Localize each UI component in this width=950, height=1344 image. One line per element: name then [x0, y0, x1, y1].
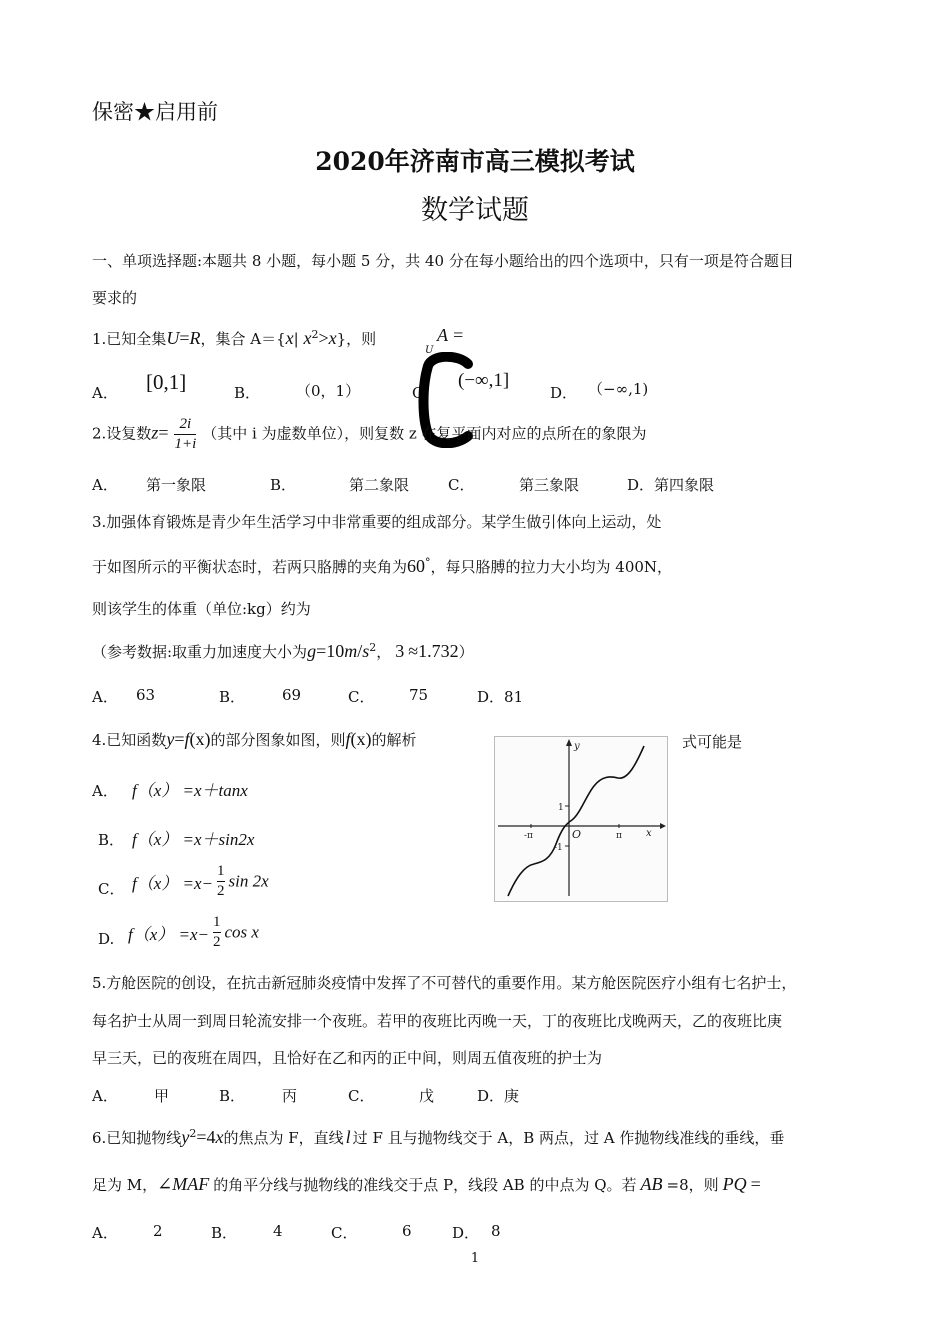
q3-option-a: 63	[136, 686, 156, 704]
q3-option-b: 69	[282, 686, 302, 704]
section-instruction-line1: 一、单项选择题:本题共 8 小题，每小题 5 分，共 40 分在每小题给出的四个选项中，只有一项是符合题目	[92, 252, 794, 270]
q4-option-c-label: C．	[98, 880, 125, 898]
q2-option-a-label: A．	[92, 476, 118, 494]
q5-option-a: 甲	[154, 1087, 170, 1105]
q5-option-c-label: C．	[348, 1087, 375, 1105]
q2-option-a: 第一象限	[146, 476, 207, 494]
q4-option-a-label: A．	[92, 782, 118, 800]
graph-one-label: 1	[558, 803, 564, 813]
graph-y-label: y	[574, 741, 580, 752]
question-4-stem-tail: 式可能是	[682, 733, 743, 751]
graph-neg-one-label: -1	[554, 843, 563, 853]
q5-option-b: 丙	[282, 1087, 298, 1105]
graph-origin-label: O	[572, 828, 582, 841]
question-2-stem: 2.设复数z= $\frac{2i}{1+i}$ （其中 i 为虚数单位），则复数 z 在复平面内对应的点所在的象限为	[92, 416, 647, 452]
q6-option-d: 8	[491, 1222, 501, 1240]
question-3-line1: 3.加强体育锻炼是青少年生活学习中非常重要的组成部分。某学生做引体向上运动，处	[92, 513, 662, 531]
graph-frame	[495, 737, 668, 902]
q1-option-d-label: D．	[550, 384, 578, 402]
question-6-line2: 足为 M，∠MAF 的角平分线与抛物线的准线交于点 P，线段 AB 的中点为 Q。若 AB =8，则 PQ =	[92, 1174, 761, 1194]
question-3-line2: 于如图所示的平衡状态时，若两只胳膊的夹角为60°，每只胳膊的拉力大小均为 400N，	[92, 556, 673, 576]
q1-option-b: （0，1）	[296, 382, 361, 400]
q2-option-c: 第三象限	[519, 476, 580, 494]
q1-option-a: [0,1]	[146, 370, 187, 394]
q4-option-b: f（x） =x＋sin2x	[132, 830, 255, 849]
page-number: 1	[470, 1251, 480, 1266]
question-3-reference: （参考数据:取重力加速度大小为$g=10m/s^2$， 3 ≈1.732）	[92, 641, 474, 661]
q3-option-d: D．81	[477, 688, 524, 706]
q3-option-b-label: B．	[219, 688, 246, 706]
question-3-line3: 则该学生的体重（单位:kg）约为	[92, 600, 311, 618]
q4-option-d-label: D.	[98, 930, 115, 948]
q3-option-a-label: A．	[92, 688, 118, 706]
q4-option-c: f（x） =x− $\frac{1}{2}$ sin 2x	[132, 863, 269, 899]
q6-option-b: 4	[273, 1222, 283, 1240]
q6-option-a-label: A．	[92, 1224, 118, 1242]
q4-option-a: f（x） =x＋tanx	[132, 781, 248, 800]
exam-subtitle: 数学试题	[421, 195, 529, 226]
confidential-label: 保密★启用前	[92, 100, 218, 124]
q2-option-d: D．第四象限	[627, 476, 715, 494]
section-instruction-line2: 要求的	[92, 289, 138, 307]
complement-a: A =	[437, 325, 464, 345]
q1-option-c: (−∞,1]	[458, 370, 510, 391]
q5-option-c: 戊	[419, 1087, 435, 1105]
q6-option-a: 2	[153, 1222, 163, 1240]
q2-option-b-label: B．	[270, 476, 297, 494]
question-1-stem: 1.已知全集U=R，集合 A＝{x| $x^2>x$}，则	[92, 328, 377, 348]
q1-option-c-label: C．	[412, 384, 439, 402]
q5-option-a-label: A．	[92, 1087, 118, 1105]
graph-neg-pi-label: -π	[524, 831, 533, 841]
q3-option-c: 75	[409, 686, 429, 704]
graph-x-label: x	[646, 828, 652, 839]
q1-option-a-label: A．	[92, 384, 118, 402]
q3-option-c-label: C．	[348, 688, 375, 706]
question-5-line2: 每名护士从周一到周日轮流安排一个夜班。若甲的夜班比丙晚一天，丁的夜班比戊晚两天，乙的夜班比庚	[92, 1012, 783, 1030]
q5-option-b-label: B．	[219, 1087, 246, 1105]
question-4-stem: 4.已知函数y=f(x)的部分图象如图，则f(x)的解析	[92, 729, 417, 749]
q4-option-d: f（x） =x− $\frac{1}{2}$ cos x	[128, 914, 259, 950]
q1-option-b-label: B．	[234, 384, 261, 402]
q1-option-d: （−∞,1)	[588, 380, 649, 398]
q2-option-b: 第二象限	[349, 476, 410, 494]
q6-option-b-label: B．	[211, 1224, 238, 1242]
q6-option-c-label: C．	[331, 1224, 358, 1242]
exam-title: 2020年济南市高三模拟考试	[315, 147, 635, 176]
q6-option-c: 6	[402, 1222, 412, 1240]
function-graph	[494, 736, 668, 902]
q4-option-b-label: B．	[98, 831, 125, 849]
q5-option-d: D．庚	[477, 1087, 520, 1105]
q6-option-d-label: D．	[452, 1224, 480, 1242]
question-5-line3: 早三天，已的夜班在周四，且恰好在乙和丙的正中间，则周五值夜班的护士为	[92, 1049, 603, 1067]
complement-subscript: U	[425, 345, 434, 356]
question-5-line1: 5.方舱医院的创设，在抗击新冠肺炎疫情中发挥了不可替代的重要作用。某方舱医院医疗小组有七名护士，	[92, 974, 797, 992]
graph-pi-label: π	[616, 831, 622, 841]
q2-option-c-label: C．	[448, 476, 475, 494]
question-6-line1: 6.已知抛物线$y^2=4x$的焦点为 F，直线 l 过 F 且与抛物线交于 A，B 两点，过 A 作抛物线准线的垂线，垂	[92, 1127, 785, 1147]
